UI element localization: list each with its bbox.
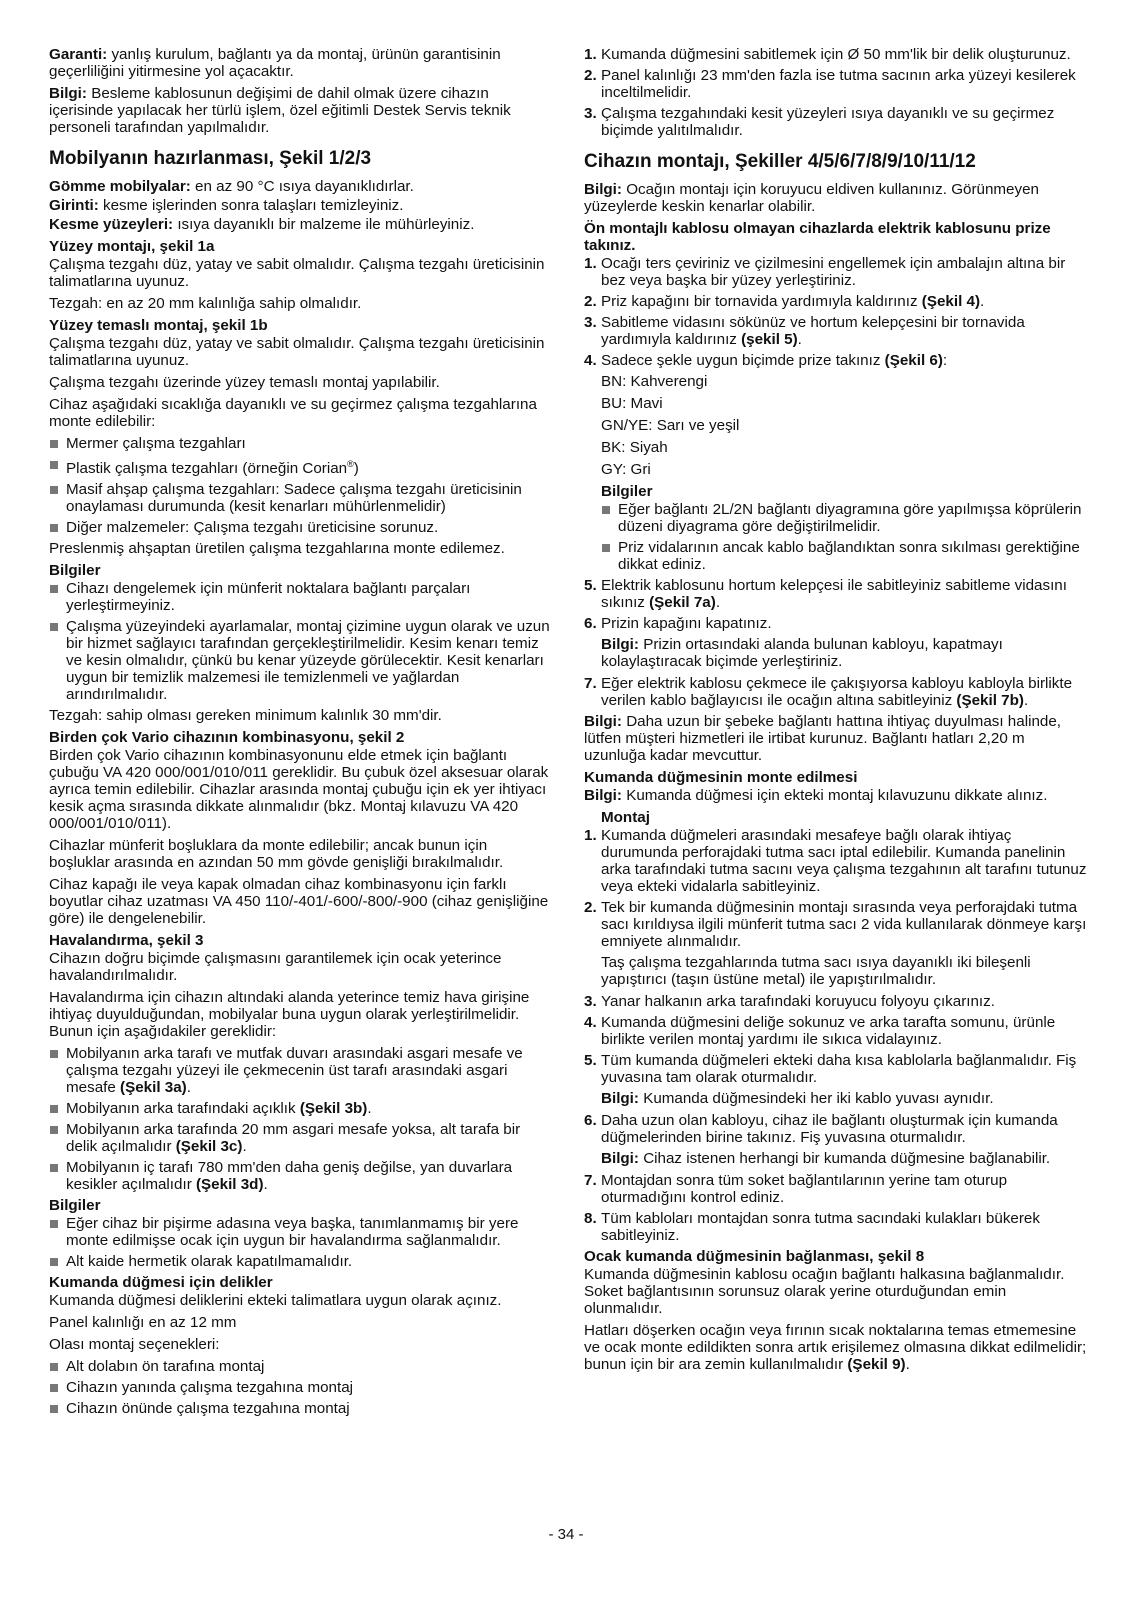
subheading-assembly: Montaj (601, 809, 650, 826)
section-heading-installation: Cihazın montajı, Şekiller 4/5/6/7/8/9/10/11/12 (584, 151, 976, 172)
recess-note: Girinti: kesme işlerinden sonra talaşları temizleyiniz. (49, 197, 404, 214)
numbered-item: 7. Eğer elektrik kablosu çekmece ile çakışıyorsa kabloyu kabloyla birlikte verilen kablo bağlayıcısı ile ocağın altına sabitleyiniz (Şekil 7b). (584, 675, 1073, 709)
paragraph: Kumanda düğmesi deliklerini ekteki talimatlara uygun olarak açınız. (49, 1292, 502, 1310)
subheading-knob-mounting: Kumanda düğmesinin monte edilmesi (584, 769, 858, 786)
paragraph: Tezgah: en az 20 mm kalınlığa sahip olmalıdır. (49, 295, 362, 312)
subheading-combination: Birden çok Vario cihazının kombinasyonu, şekil 2 (49, 729, 405, 747)
list-item: Diğer malzemeler: Çalışma tezgahı üreticisine sorunuz. (49, 519, 552, 536)
numbered-item: 1. Kumanda düğmeleri arasındaki mesafeye bağlı olarak ihtiyaç durumunda perforajdaki tutma sacı iptal edilebilir. Kumanda panelinin arka tarafındaki tutma sacını veya çalışma tezgahının alt tarafını tutunuz veya ekteki vidalarla sabitleyiniz. (584, 827, 1087, 895)
paragraph: Panel kalınlığı en az 12 mm (49, 1314, 237, 1332)
numbered-item: 5. Elektrik kablosunu hortum kelepçesi ile sabitleyiniz sabitleme vidasını sıkınız (Şekil 7a). (584, 577, 1067, 611)
list-item: Cihazın yanında çalışma tezgahına montaj (49, 1379, 552, 1396)
list-item: Mobilyanın arka tarafında 20 mm asgari mesafe yoksa, alt tarafa bir delik açılmalıdır (Şekil 3c). (49, 1121, 552, 1155)
numbered-item: 2. Panel kalınlığı 23 mm'den fazla ise tutma sacının arka yüzeyi kesilerek inceltilmelidir. (584, 67, 1076, 101)
list-item: Mobilyanın arka tarafındaki açıklık (Şekil 3b). (49, 1100, 552, 1117)
list-item: Eğer cihaz bir pişirme adasına veya başka, tanımlanmamış bir yere monte edilmişse ocak için uygun bir havalandırma sağlanmalıdır. (49, 1215, 552, 1249)
paragraph: Çalışma tezgahı düz, yatay ve sabit olmalıdır. Çalışma tezgahı üreticisinin talimatlarına uyunuz. (49, 256, 545, 290)
paragraph: Tezgah: sahip olması gereken minimum kalınlık 30 mm'dir. (49, 707, 442, 725)
info-note: Bilgi: Kumanda düğmesi için ekteki montaj kılavuzunu dikkate alınız. (584, 787, 1048, 804)
color-code: GN/YE: Sarı ve yeşil (601, 417, 740, 434)
paragraph: Çalışma tezgahı düz, yatay ve sabit olmalıdır. Çalışma tezgahı üreticisinin talimatlarına uyunuz. (49, 335, 545, 369)
subheading-knob-holes: Kumanda düğmesi için delikler (49, 1274, 273, 1292)
section-heading-furniture: Mobilyanın hazırlanması, Şekil 1/2/3 (49, 148, 372, 169)
paragraph: Birden çok Vario cihazının kombinasyonunu elde etmek için bağlantı çubuğu VA 420 000/001/010/011 gereklidir. Bu çubuk özel aksesuar olarak ayrıca temin edilebilir. Cihazlar arasında montaj çubuğu için ek yer ihtiyacı kesik açma sırasında dikkate alınmalıdır (bkz. Montaj kılavuzu VA 420 000/001/010/011). (49, 747, 549, 833)
subheading-ventilation: Havalandırma, şekil 3 (49, 932, 204, 950)
paragraph: Cihazlar münferit boşluklara da monte edilebilir; ancak bunun için boşluklar arasında en azından 50 mm gövde genişliği bırakılmalıdır. (49, 837, 504, 872)
paragraph: Preslenmiş ahşaptan üretilen çalışma tezgahlarına monte edilemez. (49, 540, 505, 558)
info-note: Bilgi: Kumanda düğmesindeki her iki kablo yuvası aynıdır. (601, 1090, 994, 1107)
list-item: Priz vidalarının ancak kablo bağlandıktan sonra sıkılması gerektiğine dikkat ediniz. (601, 539, 1087, 573)
list-item: Çalışma yüzeyindeki ayarlamalar, montaj çizimine uygun olarak ve uzun bir hizmet sağlayıcı tarafından gerçekleştirilmelidir. Kesim kenarı temiz ve kesin olmalıdır, çünkü bu kenar yüzeyde görülecektir. Kesit kenarları uygun bir temizlik malzemesi ile temizlenmeli ve yağlardan arındırılmalıdır. (49, 618, 552, 703)
info-note: Bilgi: Besleme kablosunun değişimi de dahil olmak üzere cihazın içerisinde yapılacak her türlü işlem, özel eğitimli Destek Servis teknik personeli tarafından yapılmalıdır. (49, 85, 511, 136)
info-note: Bilgi: Daha uzun bir şebeke bağlantı hattına ihtiyaç duyulması halinde, lütfen müşteri hizmetleri ile irtibat kurunuz. Bağlantı hatları 2,20 m uzunluğa kadar mevcuttur. (584, 713, 1061, 764)
subheading-notes: Bilgiler (49, 562, 101, 580)
numbered-item: 4. Kumanda düğmesini deliğe sokunuz ve arka tarafta somunu, ürünle birlikte verilen montaj yardımı ile sıkıca vidalayınız. (584, 1014, 1056, 1048)
cut-surfaces-note: Kesme yüzeyleri: ısıya dayanıklı bir malzeme ile mühürleyiniz. (49, 216, 475, 233)
paragraph: Çalışma tezgahı üzerinde yüzey temaslı montaj yapılabilir. (49, 374, 440, 391)
list-item: Alt dolabın ön tarafına montaj (49, 1358, 552, 1375)
color-code: BN: Kahverengi (601, 373, 708, 390)
built-in-furniture-note: Gömme mobilyalar: en az 90 °C ısıya dayanıklıdırlar. (49, 178, 414, 195)
paragraph: Hatları döşerken ocağın veya fırının sıcak noktalarına temas etmemesine ve ocak monte edildikten sonra artık erişilemez olmasına dikkat edilmelidir; bunun için bir ara zemin kullanılmalıdır (Şekil 9). (584, 1322, 1087, 1373)
numbered-item: 4. Sadece şekle uygun biçimde prize takınız (Şekil 6): (584, 352, 948, 369)
subheading-notes: Bilgiler (601, 483, 653, 500)
left-column (49, 46, 552, 1421)
list-item: Alt kaide hermetik olarak kapatılmamalıdır. (49, 1253, 552, 1270)
paragraph: Havalandırma için cihazın altındaki alanda yeterince temiz hava girişine ihtiyaç duyulduğundan, mobilyalar buna uygun olarak yerleştirilmelidir. Bunun için aşağıdakiler gereklidir: (49, 989, 530, 1041)
numbered-item: 2. Tek bir kumanda düğmesinin montajı sırasında veya perforajdaki tutma sacı kırıldıysa ilgili münferit tutma sacı 2 vida kullanılarak dönmeye karşı emniyete alınmalıdır. (584, 899, 1087, 950)
info-note: Bilgi: Prizin ortasındaki alanda bulunan kabloyu, kapatmayı kolaylaştıracak biçimde yerleştiriniz. (601, 636, 1003, 670)
list-item: Mobilyanın iç tarafı 780 mm'den daha geniş değilse, yan duvarlara kesikler açılmalıdır (Şekil 3d). (49, 1159, 552, 1193)
list-item: Cihazın önünde çalışma tezgahına montaj (49, 1400, 552, 1417)
numbered-item: 1. Ocağı ters çeviriniz ve çizilmesini engellemek için ambalajın altına bir bez veya başka bir yüzey yerleştiriniz. (584, 255, 1066, 289)
subheading-surface-mount: Yüzey montajı, şekil 1a (49, 238, 215, 255)
notes-list (584, 501, 1087, 573)
list-item: Cihazı dengelemek için münferit noktalara bağlantı parçaları yerleştirmeyiniz. (49, 580, 552, 614)
color-code: BK: Siyah (601, 439, 668, 456)
numbered-item: 7. Montajdan sonra tüm soket bağlantılarının yerine tam oturup oturmadığını kontrol ediniz. (584, 1172, 1008, 1206)
page-number: - 34 - (548, 1526, 584, 1543)
warranty-note: Garanti: yanlış kurulum, bağlantı ya da montaj, ürünün garantisinin geçerliliğini yitirmesine yol açacaktır. (49, 46, 501, 80)
paragraph: Kumanda düğmesinin kablosu ocağın bağlantı halkasına bağlanmalıdır. Soket bağlantısının sorunsuz olarak yerine oturduğundan emin olunmalıdır. (584, 1266, 1065, 1317)
numbered-item: 3. Yanar halkanın arka tarafındaki koruyucu folyoyu çıkarınız. (584, 993, 995, 1010)
list-item: Mobilyanın arka tarafı ve mutfak duvarı arasındaki asgari mesafe ve çalışma tezgahı yüzeyi ile çekmecenin üst tarafı arasındaki asgari mesafe (Şekil 3a). (49, 1045, 552, 1096)
numbered-item: 6. Prizin kapağını kapatınız. (584, 615, 772, 632)
info-note: Bilgi: Ocağın montajı için koruyucu eldiven kullanınız. Görünmeyen yüzeylerde keskin kenarlar olabilir. (584, 181, 1039, 215)
list-item: Mermer çalışma tezgahları (49, 435, 552, 452)
subheading-plug-cable: Ön montajlı kablosu olmayan cihazlarda elektrik kablosunu prize takınız. (584, 220, 1051, 254)
numbered-item: 6. Daha uzun olan kabloyu, cihaz ile bağlantı oluşturmak için kumanda düğmelerinden birine takınız. Fiş yuvasına oturmalıdır. (584, 1112, 1058, 1146)
paragraph: Taş çalışma tezgahlarında tutma sacı ısıya dayanıklı iki bileşenli yapıştırıcı (taşın üstüne metal) ile yapıştırılmalıdır. (601, 954, 1031, 988)
numbered-item: 3. Çalışma tezgahındaki kesit yüzeyleri ısıya dayanıklı ve su geçirmez biçimde yalıtılmalıdır. (584, 105, 1055, 139)
list-item: Eğer bağlantı 2L/2N bağlantı diyagramına göre yapılmışsa köprülerin düzeni diyagrama göre değiştirilmelidir. (601, 501, 1087, 535)
list-item: Masif ahşap çalışma tezgahları: Sadece çalışma tezgahı üreticisinin onaylaması durumunda (kesit kenarları mühürlenmelidir) (49, 481, 552, 515)
paragraph: Cihaz kapağı ile veya kapak olmadan cihaz kombinasyonu için farklı boyutlar cihaz uzatması VA 450 110/-401/-600/-800/-900 (cihaz genişliğine göre) ile dengelenebilir. (49, 876, 549, 928)
color-code: BU: Mavi (601, 395, 663, 412)
numbered-item: 3. Sabitleme vidasını sökünüz ve hortum kelepçesini bir tornavida yardımıyla kaldırınız (şekil 5). (584, 314, 1025, 348)
subheading-hob-knob-connection: Ocak kumanda düğmesinin bağlanması, şekil 8 (584, 1248, 925, 1265)
paragraph: Cihazın doğru biçimde çalışmasını garantilemek için ocak yeterince havalandırılmalıdır. (49, 950, 502, 985)
right-column (584, 46, 1087, 1378)
numbered-item: 2. Priz kapağını bir tornavida yardımıyla kaldırınız (Şekil 4). (584, 293, 985, 310)
info-note: Bilgi: Cihaz istenen herhangi bir kumanda düğmesine bağlanabilir. (601, 1150, 1051, 1167)
numbered-item: 8. Tüm kabloları montajdan sonra tutma sacındaki kulakları bükerek sabitleyiniz. (584, 1210, 1040, 1244)
subheading-flush-mount: Yüzey temaslı montaj, şekil 1b (49, 317, 268, 334)
numbered-item: 5. Tüm kumanda düğmeleri ekteki daha kısa kablolarla bağlanmalıdır. Fiş yuvasına tam olarak oturmalıdır. (584, 1052, 1077, 1086)
list-item: Plastik çalışma tezgahları (örneğin Corian®) (49, 456, 552, 477)
paragraph: Olası montaj seçenekleri: (49, 1336, 220, 1354)
numbered-item: 1. Kumanda düğmesini sabitlemek için Ø 50 mm'lik bir delik oluşturunuz. (584, 46, 1071, 63)
paragraph: Cihaz aşağıdaki sıcaklığa dayanıklı ve su geçirmez çalışma tezgahlarına monte edilebilir: (49, 396, 537, 430)
subheading-notes: Bilgiler (49, 1197, 101, 1215)
color-code: GY: Gri (601, 461, 651, 478)
